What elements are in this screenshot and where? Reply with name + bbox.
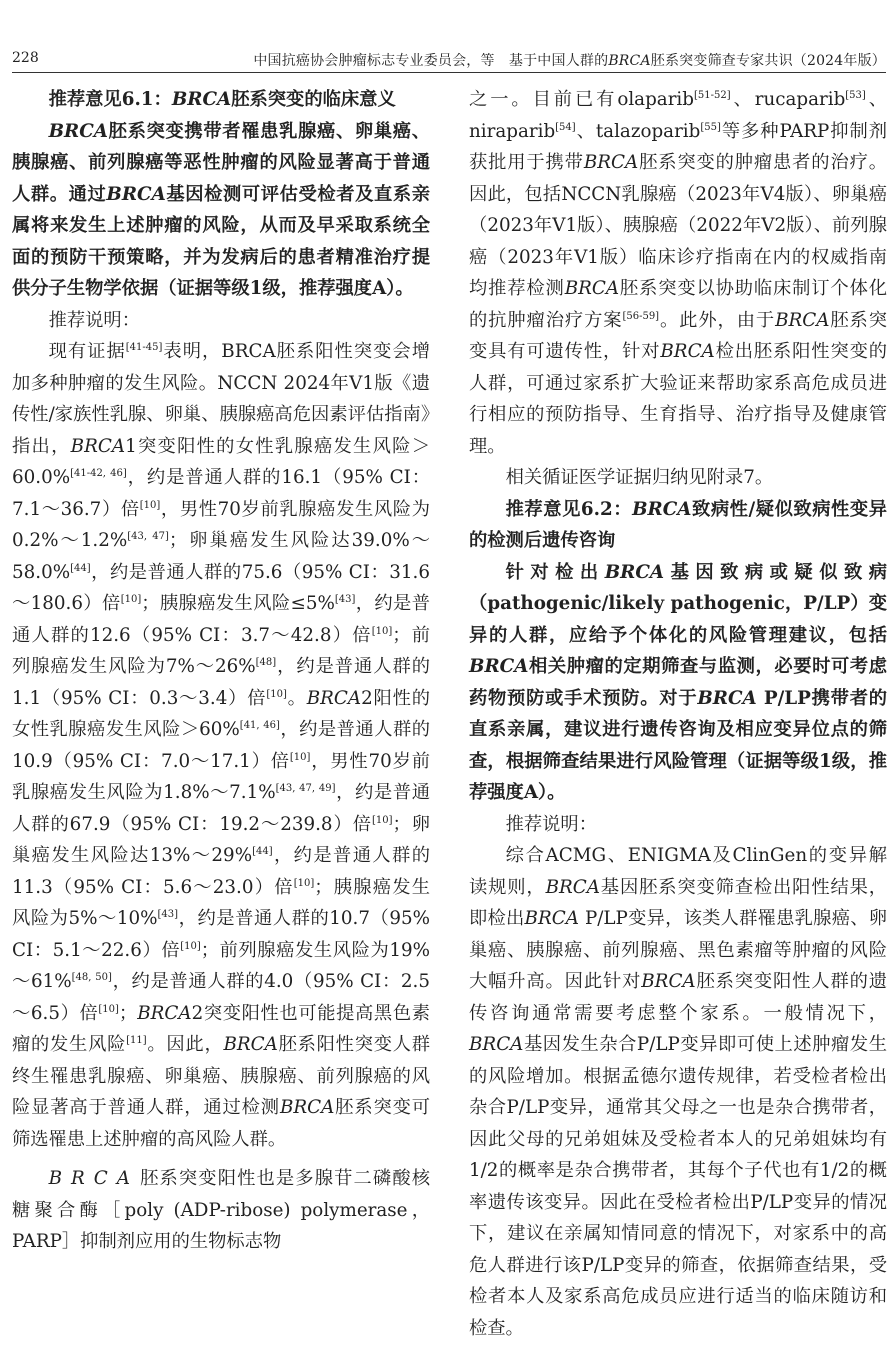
rec62-body: 针对检出BRCA基因致病或疑似致病（pathogenic/likely pathogenic，P/LP）变异的人群，应给予个体化的风险管理建议，包括BRCA相关肿瘤的定期筛查与监测，必要时可考虑药物预防或手术预防。对于BRCA P/LP携带者的直系亲属，建议进行遗传咨询及相应变异位点的筛查，根据筛查结果进行风险管理（证据等级1级，推荐强度A）。 bbox=[469, 561, 888, 803]
parp-paragraph-start: BRCA胚系突变阳性也是多腺苷二磷酸核糖聚合酶［poly (ADP-ribose) polymerase，PARP］抑制剂应用的生物标志物 bbox=[12, 1168, 430, 1252]
rec61-body: BRCA胚系突变携带者罹患乳腺癌、卵巢癌、胰腺癌、前列腺癌等恶性肿瘤的风险显著高于普通人群。通过BRCA基因检测可评估受检者及直系亲属将来发生上述肿瘤的风险，从而及早采取系统全面的预防干预策略，并为发病后的患者精准治疗提供分子生物学依据（证据等级1级，推荐强度A）。 bbox=[12, 120, 431, 299]
evidence-paragraph: 现有证据[41-45]表明，BRCA胚系阳性突变会增加多种肿瘤的发生风险。NCCN 2024年V1版《遗传性/家族性乳腺、卵巢、胰腺癌高危因素评估指南》指出，BRCA1突变阳性的女性乳腺癌发生风险＞60.0%[41-42, 46]，约是普通人群的16.1（95% CI：7.1～36.7）倍[10]，男性70岁前乳腺癌发生风险为0.2%～1.2%[43, 47]；卵巢癌发生风险达39.0%～58.0%[44]，约是普通人群的75.6（95% CI：31.6～180.6）倍[10]；胰腺癌发生风险≤5%[43]，约是普通人群的12.6（95% CI：3.7～42.8）倍[10]；前列腺癌发生风险为7%～26%[48]，约是普通人群的1.1（95% CI：0.3～3.4）倍[10]。BRCA2阳性的女性乳腺癌发生风险＞60%[41, 46]，约是普通人群的10.9（95% CI：7.0～17.1）倍[10]，男性70岁前乳腺癌发生风险为1.8%～7.1%[43, 47, 49]，约是普通人群的67.9（95% CI：19.2～239.8）倍[10]；卵巢癌发生风险达13%～29%[44]，约是普通人群的11.3（95% CI：5.6～23.0）倍[10]；胰腺癌发生风险为5%～10%[43]，约是普通人群的10.7（95% CI：5.1～22.6）倍[10]；前列腺癌发生风险为19%～61%[48, 50]，约是普通人群的4.0（95% CI：2.5～6.5）倍[10]；BRCA2突变阳性也可能提高黑色素瘤的发生风险[11]。因此，BRCA胚系阳性突变人群终生罹患乳腺癌、卵巢癌、胰腺癌、前列腺癌的风险显著高于普通人群，通过检测BRCA胚系突变可筛选罹患上述肿瘤的高风险人群。 bbox=[12, 341, 431, 1150]
page-number: 228 bbox=[12, 50, 39, 66]
running-title: 中国抗癌协会肿瘤标志专业委员会，等 基于中国人群的BRCA胚系突变筛查专家共识（2024年版） bbox=[253, 53, 886, 69]
appendix-note: 相关循证医学证据归纳见附录7。 bbox=[505, 467, 774, 488]
explain-label: 推荐说明： bbox=[48, 309, 140, 331]
rec61-heading: 推荐意见6.1：BRCA胚系突变的临床意义 bbox=[48, 89, 396, 110]
explain-label-2: 推荐说明： bbox=[505, 813, 597, 835]
left-column bbox=[12, 84, 430, 1258]
running-header bbox=[12, 46, 886, 73]
parp-paragraph-continued: 之一。目前已有olaparib[51-52]、rucaparib[53]、niraparib[54]、talazoparib[55]等多种PARP抑制剂获批用于携带BRCA胚系突变的肿瘤患者的治疗。因此，包括NCCN乳腺癌（2023年V4版）、卵巢癌（2023年V1版）、胰腺癌（2022年V2版）、前列腺癌（2023年V1版）临床诊疗指南在内的权威指南均推荐检测BRCA胚系突变以协助临床制订个体化的抗肿瘤治疗方案[56-59]。此外，由于BRCA胚系突变具有可遗传性，针对BRCA检出胚系阳性突变的人群，可通过家系扩大验证来帮助家系高危成员进行相应的预防指导、生育指导、治疗指导及健康管理。 bbox=[469, 89, 888, 457]
right-column bbox=[469, 84, 887, 1344]
rec62-heading: 推荐意见6.2：BRCA致病性/疑似致病性变异的检测后遗传咨询 bbox=[469, 498, 887, 551]
counseling-paragraph: 综合ACMG、ENIGMA及ClinGen的变异解读规则，BRCA基因胚系突变筛查检出阳性结果，即检出BRCA P/LP变异，该类人群罹患乳腺癌、卵巢癌、胰腺癌、前列腺癌、黑色素瘤等肿瘤的风险大幅升高。因此针对BRCA胚系突变阳性人群的遗传咨询通常需要考虑整个家系。一般情况下，BRCA基因发生杂合P/LP变异即可使上述肿瘤发生的风险增加。根据孟德尔遗传规律，若受检者检出杂合P/LP变异，通常其父母之一也是杂合携带者，因此父母的兄弟姐妹及受检者本人的兄弟姐妹均有1/2的概率是杂合携带者，其每个子代也有1/2的概率遗传该变异。因此在受检者检出P/LP变异的情况下，建议在亲属知情同意的情况下，对家系中的高危人群进行该P/LP变异的筛查，依据筛查结果，受检者本人及家系高危成员应进行适当的临床随访和检查。 bbox=[469, 845, 888, 1339]
